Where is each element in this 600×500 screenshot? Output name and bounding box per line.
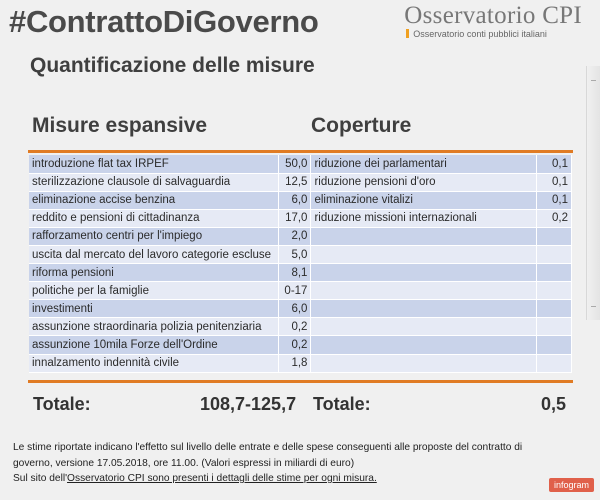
footnote-line-3	[13, 471, 593, 487]
left-measure-name: reddito e pensioni di cittadinanza	[29, 209, 279, 227]
left-measure-name: assunzione 10mila Forze dell'Ordine	[29, 336, 279, 354]
right-measure-value: 0,1	[537, 173, 572, 191]
column-header-coperture: Coperture	[311, 114, 412, 137]
brand-subtitle-text: Osservatorio conti pubblici italiani	[413, 29, 547, 39]
right-measure-value: 0,1	[537, 191, 572, 209]
page-subtitle: Quantificazione delle misure	[30, 54, 315, 77]
left-measure-name: investimenti	[29, 300, 279, 318]
right-measure-name	[311, 264, 537, 282]
left-measure-value: 1,8	[279, 354, 311, 372]
table-row	[29, 354, 572, 372]
table-row	[29, 264, 572, 282]
table-row	[29, 155, 572, 173]
left-measure-name: sterilizzazione clausole di salvaguardia	[29, 173, 279, 191]
right-measure-name	[311, 227, 537, 245]
right-measure-value: 0,1	[537, 155, 572, 173]
table-row	[29, 191, 572, 209]
infogram-badge[interactable]: infogram	[549, 478, 594, 492]
total-left-value: 108,7-125,7	[200, 394, 297, 414]
right-measure-value	[537, 227, 572, 245]
right-measure-name: riduzione pensioni d'oro	[311, 173, 537, 191]
total-right-label: Totale:	[313, 394, 371, 414]
brand-name: Osservatorio CPI	[404, 2, 582, 29]
left-measure-name: riforma pensioni	[29, 264, 279, 282]
table-row	[29, 336, 572, 354]
left-measure-value: 8,1	[279, 264, 311, 282]
footnote-line-3-prefix: Sul sito dell'	[13, 473, 68, 484]
right-measure-name	[311, 318, 537, 336]
left-measure-name: politiche per la famiglie	[29, 282, 279, 300]
right-measure-value	[537, 336, 572, 354]
right-measure-value	[537, 318, 572, 336]
measures-table	[29, 155, 572, 373]
right-measure-name	[311, 336, 537, 354]
right-measure-value	[537, 300, 572, 318]
table-row	[29, 209, 572, 227]
right-measure-value	[537, 245, 572, 263]
column-header-misure: Misure espansive	[32, 114, 208, 137]
divider-top	[28, 150, 573, 153]
right-measure-name: riduzione dei parlamentari	[311, 155, 537, 173]
left-measure-value: 5,0	[279, 245, 311, 263]
total-left-label: Totale:	[33, 394, 91, 414]
left-measure-value: 50,0	[279, 155, 311, 173]
footnote-line-2: governo, versione 17.05.2018, ore 11.00. (Valori espressi in miliardi di euro)	[13, 457, 355, 469]
scroll-mark	[591, 80, 596, 81]
left-measure-name: rafforzamento centri per l'impiego	[29, 227, 279, 245]
left-measure-name: innalzamento indennità civile	[29, 354, 279, 372]
table-row	[29, 245, 572, 263]
right-measure-name: riduzione missioni internazionali	[311, 209, 537, 227]
table-row	[29, 300, 572, 318]
right-measure-name	[311, 354, 537, 372]
left-measure-value: 6,0	[279, 300, 311, 318]
total-right-value: 0,5	[541, 394, 567, 414]
footnote	[13, 440, 593, 487]
osservatorio-link[interactable]: Osservatorio CPI sono presenti i dettagli delle stime per ogni misura.	[67, 473, 377, 484]
brand-subtitle	[404, 29, 582, 39]
left-measure-name: assunzione straordinaria polizia penitenziaria	[29, 318, 279, 336]
left-measure-value: 0-17	[279, 282, 311, 300]
right-measure-value	[537, 354, 572, 372]
right-measure-value	[537, 264, 572, 282]
divider-bottom	[28, 380, 573, 383]
table-row	[29, 173, 572, 191]
footnote-line-1: Le stime riportate indicano l'effetto sul livello delle entrate e delle spese conseguenti alle proposte del contratto di	[13, 442, 523, 453]
left-measure-name: uscita dal mercato del lavoro categorie escluse	[29, 245, 279, 263]
right-measure-name	[311, 282, 537, 300]
left-measure-value: 12,5	[279, 173, 311, 191]
left-measure-value: 0,2	[279, 336, 311, 354]
scroll-mark	[591, 306, 596, 307]
brand-logo	[404, 2, 582, 39]
right-measure-name: eliminazione vitalizi	[311, 191, 537, 209]
brand-bar-icon	[406, 29, 409, 38]
left-measure-value: 0,2	[279, 318, 311, 336]
table-row	[29, 282, 572, 300]
scroll-edge[interactable]	[586, 66, 600, 320]
right-measure-name	[311, 300, 537, 318]
left-measure-value: 2,0	[279, 227, 311, 245]
left-measure-name: eliminazione accise benzina	[29, 191, 279, 209]
left-measure-name: introduzione flat tax IRPEF	[29, 155, 279, 173]
right-measure-name	[311, 245, 537, 263]
hashtag-title: #ContrattoDiGoverno	[9, 4, 319, 39]
left-measure-value: 6,0	[279, 191, 311, 209]
table-row	[29, 227, 572, 245]
left-measure-value: 17,0	[279, 209, 311, 227]
table-row	[29, 318, 572, 336]
right-measure-value: 0,2	[537, 209, 572, 227]
right-measure-value	[537, 282, 572, 300]
